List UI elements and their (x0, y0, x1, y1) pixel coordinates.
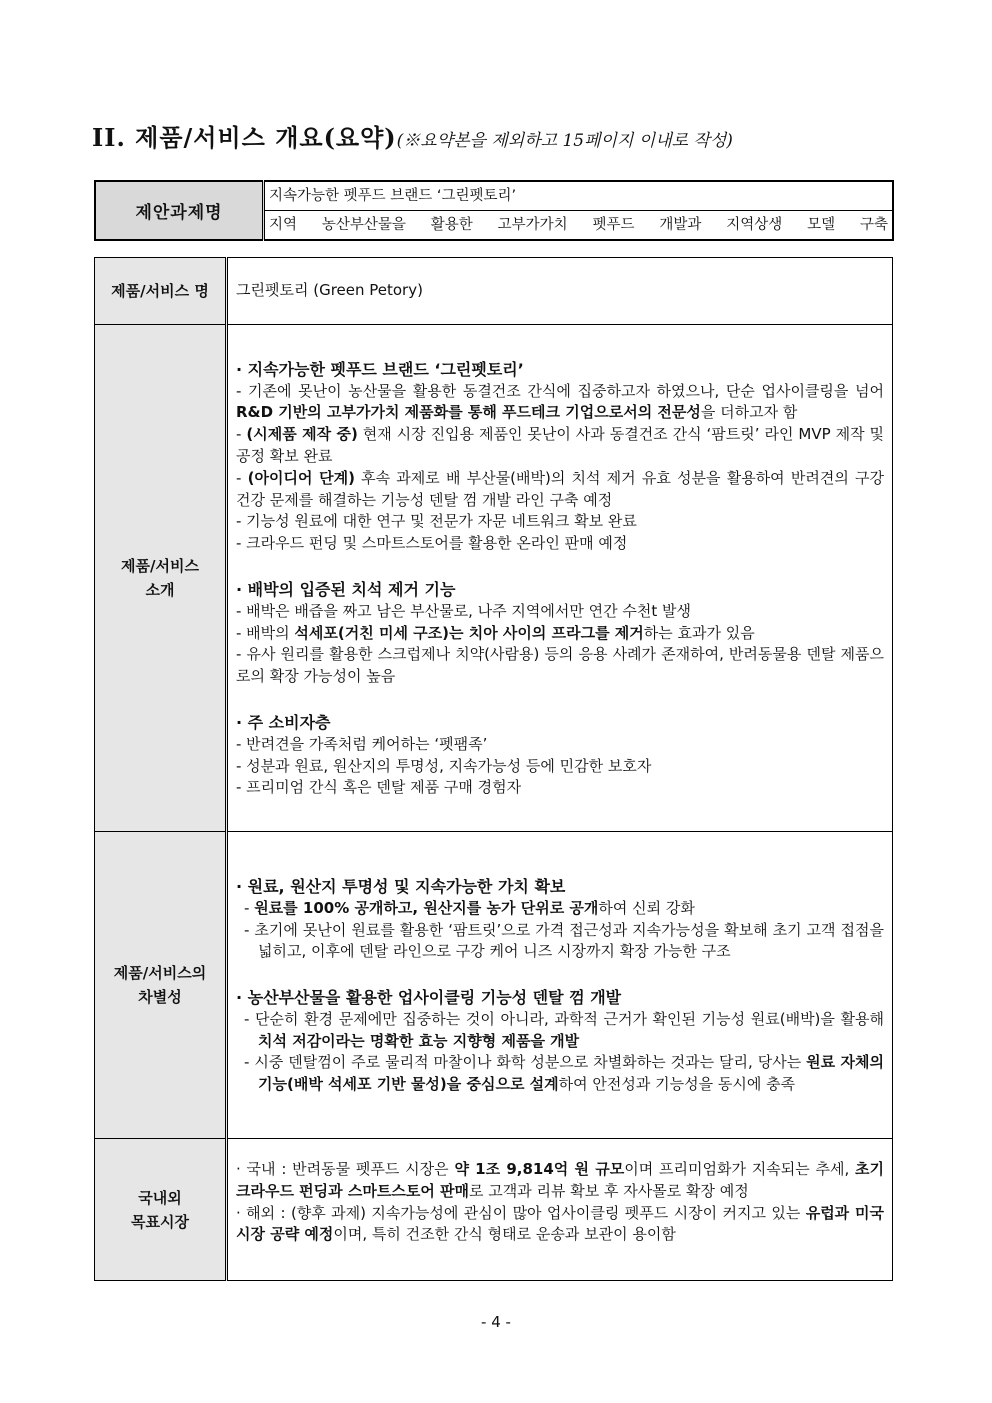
emphasis: (시제품 제작 중) (246, 425, 358, 444)
text: 이며 프리미엄화가 지속되는 추세, (624, 1160, 856, 1178)
text: - (236, 425, 247, 444)
intro-section-2-item: - 배박은 배즙을 짜고 남은 부산물로, 나주 지역에서만 연간 수천t 발생 (236, 601, 691, 620)
text: 을 더하고자 함 (700, 403, 798, 422)
intro-section-1-title: · 지속가능한 펫푸드 브랜드 ‘그린펫토리’ (236, 359, 524, 379)
section-heading (92, 118, 733, 153)
diff-section-1-item: - 초기에 못난이 원료를 활용한 ‘팜트릿’으로 가격 접근성과 지속가능성을 확보해 초기 고객 접점을 넓히고, 이후에 덴탈 라인으로 구강 케어 니즈 시장까지 확장 가능한 구조 (244, 920, 884, 961)
intro-section-2-item (236, 623, 884, 645)
topic-label: 제안과제명 (95, 181, 264, 240)
market-label-line-1: 국내외 (138, 1188, 182, 1207)
intro-section-1-item (236, 468, 884, 512)
text: - 단순히 환경 문제에만 집중하는 것이 아니라, 과학적 근거가 확인된 기능성 원료(배박)을 활용해 (244, 1009, 884, 1028)
emphasis: 원료 자체의 기능(배박 석세포 기반 물성)을 중심으로 설계 (258, 1053, 884, 1094)
text: 이며, 특히 건조한 간식 형태로 운송과 보관이 용이함 (333, 1225, 676, 1244)
text: 하여 신뢰 강화 (598, 898, 695, 917)
summary-table (94, 257, 893, 1281)
text: · 국내 : 반려동물 펫푸드 시장은 (236, 1160, 455, 1178)
text: - 배박의 (236, 623, 295, 642)
market-domestic (236, 1159, 884, 1203)
text: 로 고객과 리뷰 확보 후 자사몰로 확장 예정 (469, 1181, 749, 1200)
diff-label-line-1: 제품/서비스의 (113, 964, 207, 982)
intro-section-2-title: · 배박의 입증된 치석 제거 기능 (236, 580, 456, 599)
intro-label-line-2: 소개 (145, 581, 175, 599)
diff-section-2-item (236, 1009, 884, 1053)
intro-section-3-item: - 성분과 원료, 원산지의 투명성, 지속가능성 등에 민감한 보호자 (236, 756, 652, 775)
section-note: (※요약본을 제외하고 15페이지 이내로 작성) (396, 131, 733, 151)
diff-section-2-title: · 농산부산물을 활용한 업사이클링 기능성 덴탈 껌 개발 (236, 988, 622, 1008)
market-label (95, 1139, 227, 1281)
intro-label-line-1: 제품/서비스 (121, 557, 199, 575)
diff-label-line-2: 차별성 (138, 988, 182, 1006)
emphasis: 유럽과 미국 시장 공략 예정 (236, 1203, 884, 1244)
intro-section-3-item: - 프리미엄 간식 혹은 덴탈 제품 구매 경험자 (236, 778, 522, 797)
text: - (244, 898, 255, 917)
text: 현재 시장 진입용 제품인 못난이 사과 동결건조 간식 ‘팜트릿’ 라인 MVP 제작 및 공정 확보 완료 (236, 425, 884, 466)
emphasis: 석세포(거친 미세 구조)는 치아 사이의 프라그를 제거 (294, 623, 644, 642)
intro-section-1-item (236, 381, 884, 425)
product-name-label: 제품/서비스 명 (95, 258, 227, 325)
market-overseas (236, 1203, 884, 1247)
text: 하여 안전성과 기능성을 동시에 충족 (558, 1075, 796, 1094)
intro-section-2-item: - 유사 원리를 활용한 스크럽제나 치약(사람용) 등의 응용 사례가 존재하여, 반려동물용 덴탈 제품으로의 확장 가능성이 높음 (236, 645, 884, 686)
diff-label (95, 832, 227, 1139)
emphasis: R&D 기반의 고부가가치 제품화를 통해 푸드테크 기업으로서의 전문성 (236, 403, 701, 422)
diff-section-1-title: · 원료, 원산지 투명성 및 지속가능한 가치 확보 (236, 876, 566, 896)
intro-section-1-item: - 기능성 원료에 대한 연구 및 전문가 자문 네트워크 확보 완료 (236, 512, 637, 531)
intro-section-3-title: · 주 소비자층 (236, 712, 331, 732)
text: 하는 효과가 있음 (643, 623, 755, 642)
topic-line-1 (264, 181, 894, 211)
text: - (236, 468, 248, 487)
topic-line-1-text: 지속가능한 펫푸드 브랜드 ‘그린펫토리’ (269, 188, 517, 204)
topic-line-2 (264, 211, 894, 241)
text: - 기존에 못난이 농산물을 활용한 동결건조 간식에 집중하고자 하였으나, 단순 업사이클링을 넘어 (236, 381, 884, 400)
text: · 해외 : (향후 과제) 지속가능성에 관심이 많아 업사이클링 펫푸드 시장이 커지고 있는 (236, 1203, 806, 1222)
intro-section-3-item: - 반려견을 가족처럼 케어하는 ‘펫팸족’ (236, 734, 488, 753)
page-number: - 4 - (481, 1313, 511, 1331)
emphasis: 약 1조 9,814억 원 규모 (454, 1160, 625, 1178)
diff-section-2-item (236, 1052, 884, 1096)
market-content (227, 1139, 893, 1281)
intro-section-1-item (236, 424, 884, 468)
diff-section-1-item (236, 898, 884, 920)
intro-section-1-item: - 크라우드 펀딩 및 스마트스토어를 활용한 온라인 판매 예정 (236, 534, 628, 553)
diff-content (227, 832, 893, 1139)
emphasis: (아이디어 단계) (247, 468, 355, 487)
intro-label (95, 325, 227, 832)
emphasis: 초기 크라우드 펀딩과 스마트스토어 판매 (236, 1160, 885, 1200)
intro-content (227, 325, 893, 832)
emphasis: 원료를 100% 공개하고, 원산지를 농가 단위로 공개 (254, 898, 599, 917)
topic-table (94, 180, 894, 241)
market-label-line-2: 목표시장 (131, 1212, 189, 1231)
product-name-value: 그린펫토리 (Green Petory) (227, 258, 893, 325)
emphasis: 치석 저감이라는 명확한 효능 지향형 제품을 개발 (258, 1031, 580, 1050)
text: - 시중 덴탈껌이 주로 물리적 마찰이나 화학 성분으로 차별화하는 것과는 달리, 당사는 (244, 1053, 807, 1072)
topic-line-2-text: 지역 농산부산물을 활용한 고부가가치 펫푸드 개발과 지역상생 모델 구축 (269, 217, 888, 233)
section-title: II. 제품/서비스 개요(요약) (92, 123, 397, 152)
text: 후속 과제로 배 부산물(배박)의 치석 제거 유효 성분을 활용하여 반려견의 구강 건강 문제를 해결하는 기능성 덴탈 껌 개발 라인 구축 예정 (236, 468, 885, 509)
